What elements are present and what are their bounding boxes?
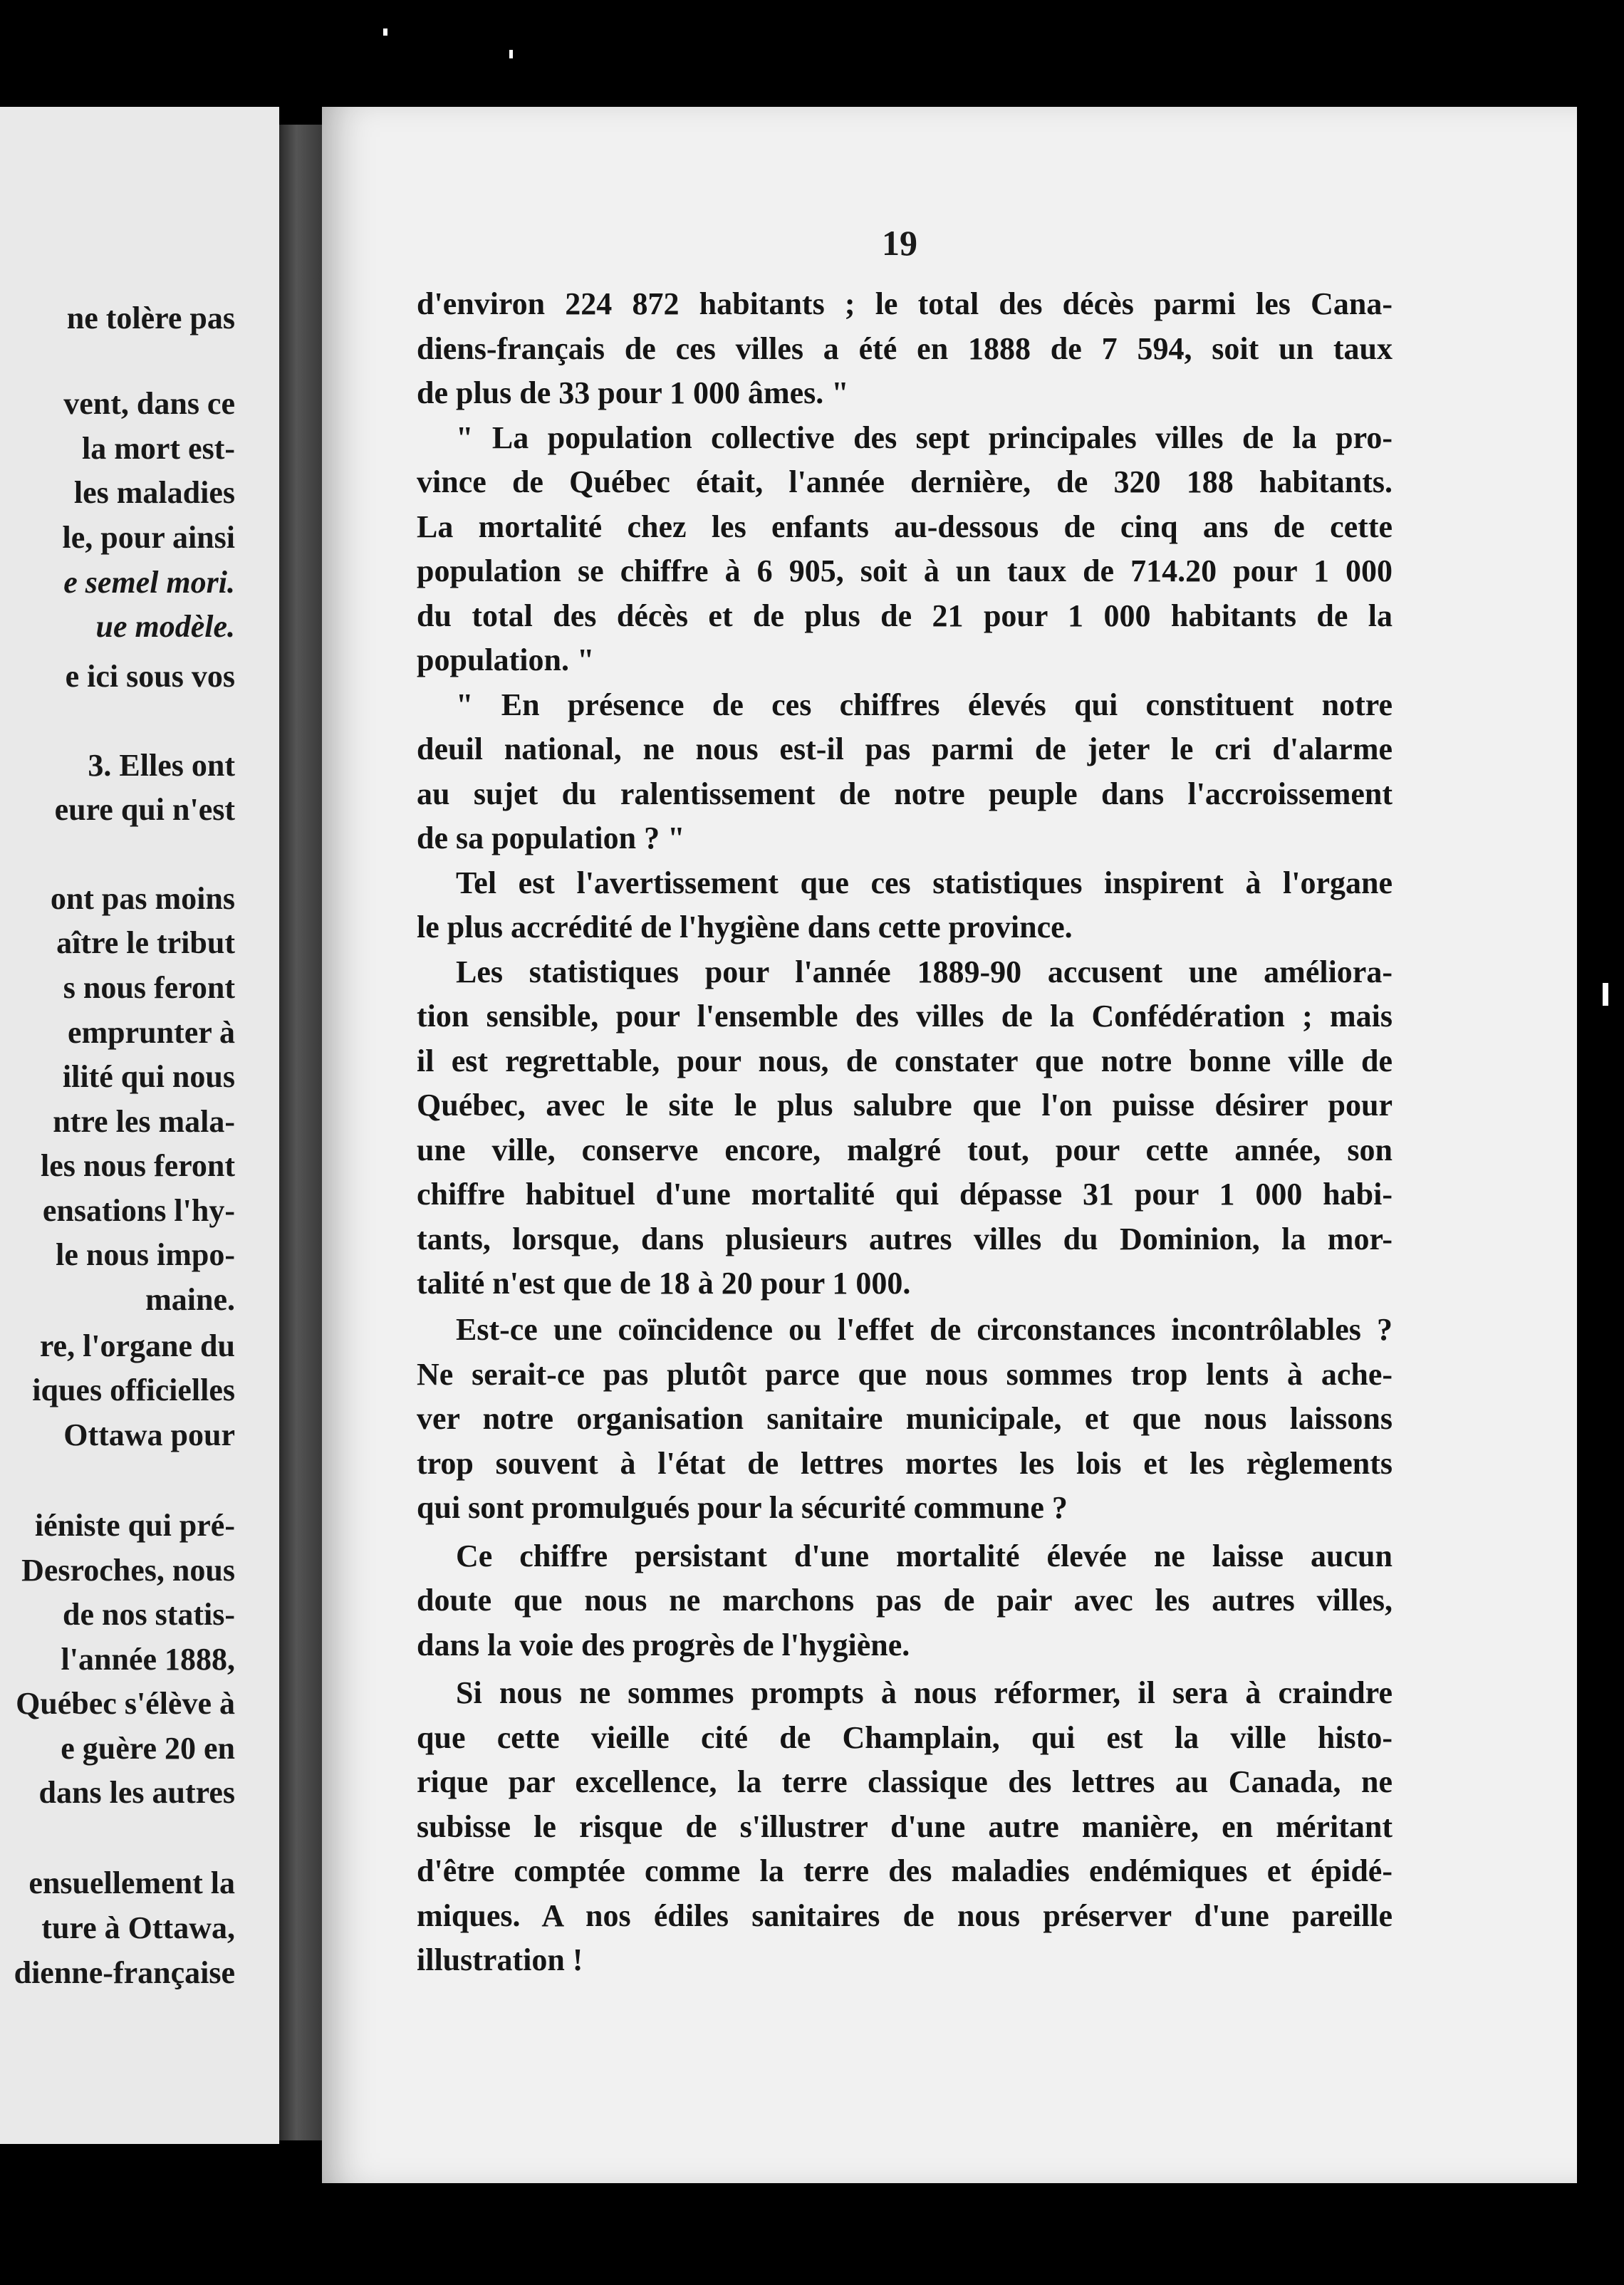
left-page-line: Ottawa pour <box>63 1417 235 1452</box>
body-line: trop souvent à l'état de lettres mortes les lois et les règlements <box>417 1446 1393 1481</box>
body-line: Si nous ne sommes prompts à nous réformer, il sera à craindre <box>456 1675 1393 1710</box>
body-line: de sa population ? " <box>417 821 685 855</box>
left-page-line: aître le tribut <box>56 925 235 960</box>
body-line: deuil national, ne nous est-il pas parmi de jeter le cri d'alarme <box>417 732 1393 766</box>
left-page-line: ilité qui nous <box>62 1059 235 1094</box>
left-page-line: emprunter à <box>67 1015 235 1050</box>
body-line: rique par excellence, la terre classique des lettres au Canada, ne <box>417 1764 1393 1799</box>
book-gutter <box>279 125 322 2140</box>
scan-mark <box>1603 983 1608 1006</box>
left-page-line: e semel mori. <box>63 565 235 600</box>
left-page-line: Québec s'élève à <box>16 1686 235 1721</box>
left-page-line: e ici sous vos <box>65 659 235 694</box>
left-page-line: iéniste qui pré- <box>34 1508 235 1543</box>
left-page-line: e guère 20 en <box>61 1731 235 1766</box>
body-line: Est-ce une coïncidence ou l'effet de circonstances incontrôlables ? <box>456 1312 1393 1347</box>
left-page-line: ue modèle. <box>95 609 235 644</box>
body-line: que cette vieille cité de Champlain, qui est la ville histo- <box>417 1720 1393 1755</box>
left-page-line: de nos statis- <box>62 1597 235 1632</box>
body-line: qui sont promulgués pour la sécurité commune ? <box>417 1490 1068 1525</box>
left-page-line: 3. Elles ont <box>88 748 235 783</box>
left-page-line: vent, dans ce <box>63 386 235 421</box>
left-page-line: ensations l'hy- <box>42 1193 235 1228</box>
body-line: diens-français de ces villes a été en 1888 de 7 594, soit un taux <box>417 331 1393 366</box>
body-line: population. " <box>417 642 595 677</box>
left-page-line: le nous impo- <box>56 1237 235 1272</box>
body-line: subisse le risque de s'illustrer d'une autre manière, en méritant <box>417 1809 1393 1844</box>
body-line: " La population collective des sept principales villes de la pro- <box>456 420 1393 455</box>
left-page-line: ntre les mala- <box>53 1104 235 1139</box>
left-page-line: Desroches, nous <box>21 1553 235 1588</box>
body-line: " En présence de ces chiffres élevés qui constituent notre <box>456 687 1393 722</box>
body-line: ver notre organisation sanitaire municipale, et que nous laissons <box>417 1401 1393 1436</box>
body-line: au sujet du ralentissement de notre peuple dans l'accroissement <box>417 776 1393 811</box>
body-line: de plus de 33 pour 1 000 âmes. " <box>417 375 849 410</box>
left-page-line: l'année 1888, <box>61 1642 235 1677</box>
body-line: tion sensible, pour l'ensemble des villes de la Confédération ; mais <box>417 999 1393 1034</box>
body-line: Tel est l'avertissement que ces statistiques inspirent à l'organe <box>456 865 1393 900</box>
body-line: vince de Québec était, l'année dernière, de 320 188 habitants. <box>417 464 1393 499</box>
left-page-line: iques officielles <box>32 1373 235 1407</box>
left-facing-page <box>0 107 279 2144</box>
body-line: doute que nous ne marchons pas de pair avec les autres villes, <box>417 1583 1393 1618</box>
body-line: dans la voie des progrès de l'hygiène. <box>417 1628 910 1662</box>
body-line: tants, lorsque, dans plusieurs autres villes du Dominion, la mor- <box>417 1222 1393 1256</box>
body-line: talité n'est que de 18 à 20 pour 1 000. <box>417 1266 911 1301</box>
body-line: Les statistiques pour l'année 1889-90 accusent une améliora- <box>456 954 1393 989</box>
body-line: miques. A nos édiles sanitaires de nous préserver d'une pareille <box>417 1898 1393 1933</box>
left-page-line: eure qui n'est <box>54 792 235 827</box>
left-page-line: dans les autres <box>38 1775 235 1810</box>
body-line: il est regrettable, pour nous, de constater que notre bonne ville de <box>417 1043 1393 1078</box>
body-line: Ne serait-ce pas plutôt parce que nous sommes trop lents à ache- <box>417 1357 1393 1392</box>
left-page-line: maine. <box>145 1282 235 1317</box>
body-line: le plus accrédité de l'hygiène dans cette province. <box>417 910 1073 944</box>
body-line: Québec, avec le site le plus salubre que l'on puisse désirer pour <box>417 1088 1393 1123</box>
body-line: d'environ 224 872 habitants ; le total des décès parmi les Cana- <box>417 286 1393 321</box>
body-line: d'être comptée comme la terre des maladies endémiques et épidé- <box>417 1853 1393 1888</box>
left-page-line: dienne-française <box>14 1955 235 1990</box>
body-line: Ce chiffre persistant d'une mortalité élevée ne laisse aucun <box>456 1539 1393 1573</box>
body-line: illustration ! <box>417 1942 583 1977</box>
left-page-line: s nous feront <box>63 970 235 1005</box>
body-line: une ville, conserve encore, malgré tout, pour cette année, son <box>417 1133 1393 1167</box>
left-page-line: les maladies <box>73 475 235 510</box>
body-line: du total des décès et de plus de 21 pour 1 000 habitants de la <box>417 598 1393 633</box>
page-number: 19 <box>882 223 917 263</box>
left-page-line: le, pour ainsi <box>62 520 235 555</box>
left-page-line: ont pas moins <box>50 881 235 916</box>
body-line: La mortalité chez les enfants au-dessous de cinq ans de cette <box>417 509 1393 544</box>
body-line: population se chiffre à 6 905, soit à un taux de 714.20 pour 1 000 <box>417 553 1393 588</box>
left-page-line: ture à Ottawa, <box>41 1910 235 1945</box>
scan-mark <box>383 28 387 36</box>
left-page-line: ensuellement la <box>28 1865 235 1900</box>
body-line: chiffre habituel d'une mortalité qui dépasse 31 pour 1 000 habi- <box>417 1177 1393 1212</box>
scan-mark <box>509 50 513 58</box>
left-page-line: la mort est- <box>81 431 235 466</box>
left-page-line: ne tolère pas <box>66 301 235 335</box>
left-page-line: re, l'organe du <box>39 1328 235 1363</box>
left-page-line: les nous feront <box>41 1148 235 1183</box>
